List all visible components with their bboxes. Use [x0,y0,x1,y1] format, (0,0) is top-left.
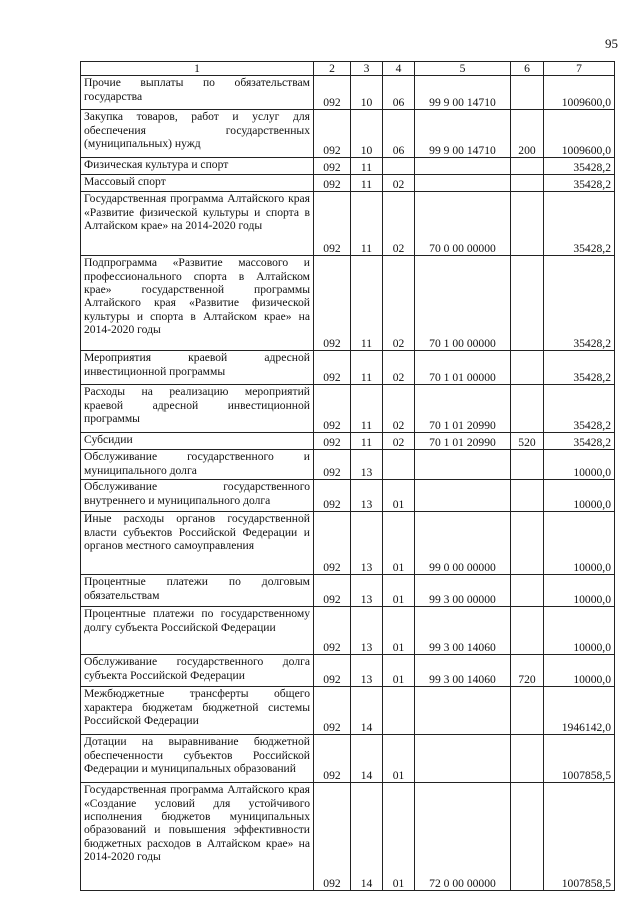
table-row [81,735,615,783]
section-code-cell: 13 [351,480,383,512]
expense-type-cell [511,76,544,110]
subsection-code-cell: 01 [383,512,415,575]
admin-code-cell: 092 [314,76,351,110]
target-article-cell [415,158,511,175]
subsection-code-cell: 02 [383,256,415,351]
expense-type-cell [511,735,544,783]
subsection-code-cell: 01 [383,607,415,655]
subsection-code-cell: 01 [383,575,415,607]
amount-cell: 35428,2 [544,175,615,192]
table-row [81,351,615,385]
expense-type-cell [511,192,544,256]
amount-cell: 10000,0 [544,655,615,687]
expense-type-cell: 720 [511,655,544,687]
row-name-cell: Процентные платежи по долговым обязательствам [81,575,314,607]
section-code-cell: 11 [351,351,383,385]
section-code-cell: 11 [351,385,383,433]
amount-cell: 1007858,5 [544,735,615,783]
section-code-cell: 13 [351,607,383,655]
amount-cell: 10000,0 [544,512,615,575]
table-row [81,110,615,158]
section-code-cell: 10 [351,110,383,158]
expense-type-cell [511,351,544,385]
subsection-code-cell: 01 [383,480,415,512]
subsection-code-cell: 02 [383,351,415,385]
section-code-cell: 13 [351,450,383,480]
section-code-cell: 11 [351,192,383,256]
table-row [81,158,615,175]
target-article-cell: 99 3 00 14060 [415,655,511,687]
table-row [81,192,615,256]
section-code-cell: 14 [351,783,383,891]
admin-code-cell: 092 [314,385,351,433]
section-code-cell: 10 [351,76,383,110]
amount-cell: 35428,2 [544,351,615,385]
amount-cell: 10000,0 [544,575,615,607]
row-name-cell: Межбюджетные трансферты общего характера бюджетам бюджетной системы Российской Федерации [81,687,314,735]
section-code-cell: 11 [351,175,383,192]
section-code-cell: 13 [351,655,383,687]
target-article-cell: 70 1 00 00000 [415,256,511,351]
table-row [81,76,615,110]
section-code-cell: 11 [351,158,383,175]
target-article-cell: 99 3 00 14060 [415,607,511,655]
admin-code-cell: 092 [314,480,351,512]
header-cell: 6 [511,62,544,76]
table-row [81,385,615,433]
subsection-code-cell: 02 [383,433,415,450]
target-article-cell: 70 1 01 00000 [415,351,511,385]
admin-code-cell: 092 [314,256,351,351]
row-name-cell: Дотации на выравнивание бюджетной обеспеченности субъектов Российской Федерации и муниципальных образований [81,735,314,783]
subsection-code-cell: 02 [383,385,415,433]
section-code-cell: 14 [351,687,383,735]
target-article-cell: 99 3 00 00000 [415,575,511,607]
target-article-cell [415,480,511,512]
amount-cell: 10000,0 [544,450,615,480]
amount-cell: 35428,2 [544,256,615,351]
row-name-cell: Государственная программа Алтайского края «Создание условий для устойчивого исполнения бюджетов муниципальных образований и повышения эффективности бюджетных расходов в Алтайском крае» на 2014-2020 годы [81,783,314,891]
section-code-cell: 11 [351,256,383,351]
admin-code-cell: 092 [314,433,351,450]
row-name-cell: Мероприятия краевой адресной инвестиционной программы [81,351,314,385]
amount-cell: 1009600,0 [544,76,615,110]
expense-type-cell [511,607,544,655]
row-name-cell: Массовый спорт [81,175,314,192]
admin-code-cell: 092 [314,110,351,158]
target-article-cell: 70 1 01 20990 [415,433,511,450]
expense-type-cell [511,783,544,891]
subsection-code-cell: 01 [383,655,415,687]
subsection-code-cell: 01 [383,783,415,891]
amount-cell: 10000,0 [544,607,615,655]
subsection-code-cell: 01 [383,735,415,783]
expense-type-cell [511,575,544,607]
row-name-cell: Физическая культура и спорт [81,158,314,175]
row-name-cell: Иные расходы органов государственной власти субъектов Российской Федерации и органов местного самоуправления [81,512,314,575]
expense-type-cell [511,512,544,575]
amount-cell: 10000,0 [544,480,615,512]
subsection-code-cell: 06 [383,76,415,110]
table-row [81,655,615,687]
target-article-cell [415,450,511,480]
row-name-cell: Субсидии [81,433,314,450]
table-row [81,783,615,891]
table-row [81,175,615,192]
expense-type-cell [511,175,544,192]
amount-cell: 35428,2 [544,158,615,175]
subsection-code-cell: 02 [383,192,415,256]
expense-type-cell [511,687,544,735]
admin-code-cell: 092 [314,607,351,655]
expense-type-cell [511,450,544,480]
amount-cell: 35428,2 [544,385,615,433]
admin-code-cell: 092 [314,512,351,575]
table-header-row [81,62,615,76]
section-code-cell: 14 [351,735,383,783]
header-cell: 2 [314,62,351,76]
table-row [81,575,615,607]
target-article-cell: 99 9 00 14710 [415,76,511,110]
subsection-code-cell [383,687,415,735]
section-code-cell: 13 [351,575,383,607]
admin-code-cell: 092 [314,735,351,783]
row-name-cell: Закупка товаров, работ и услуг для обеспечения государственных (муниципальных) нужд [81,110,314,158]
admin-code-cell: 092 [314,192,351,256]
amount-cell: 35428,2 [544,433,615,450]
target-article-cell: 99 9 00 14710 [415,110,511,158]
header-cell: 4 [383,62,415,76]
row-name-cell: Процентные платежи по государственному долгу субъекта Российской Федерации [81,607,314,655]
admin-code-cell: 092 [314,351,351,385]
row-name-cell: Государственная программа Алтайского края «Развитие физической культуры и спорта в Алтайском крае» на 2014-2020 годы [81,192,314,256]
target-article-cell: 72 0 00 00000 [415,783,511,891]
admin-code-cell: 092 [314,655,351,687]
page-number: 95 [605,36,618,51]
expense-type-cell [511,480,544,512]
row-name-cell: Расходы на реализацию мероприятий краевой адресной инвестиционной программы [81,385,314,433]
expense-type-cell [511,158,544,175]
target-article-cell [415,735,511,783]
amount-cell: 1009600,0 [544,110,615,158]
target-article-cell: 70 0 00 00000 [415,192,511,256]
target-article-cell [415,687,511,735]
table-row [81,687,615,735]
subsection-code-cell [383,158,415,175]
target-article-cell [415,175,511,192]
section-code-cell: 13 [351,512,383,575]
admin-code-cell: 092 [314,158,351,175]
row-name-cell: Подпрограмма «Развитие массового и профессионального спорта в Алтайском крае» государственной программы Алтайского края «Развитие физической культуры и спорта в Алтайском крае» на 2014-2020 годы [81,256,314,351]
header-cell: 5 [415,62,511,76]
admin-code-cell: 092 [314,575,351,607]
amount-cell: 1946142,0 [544,687,615,735]
table-row [81,433,615,450]
row-name-cell: Обслуживание государственного и муниципального долга [81,450,314,480]
row-name-cell: Обслуживание государственного долга субъекта Российской Федерации [81,655,314,687]
header-cell: 1 [81,62,314,76]
table-row [81,450,615,480]
admin-code-cell: 092 [314,687,351,735]
header-cell: 7 [544,62,615,76]
section-code-cell: 11 [351,433,383,450]
header-cell: 3 [351,62,383,76]
subsection-code-cell: 06 [383,110,415,158]
table-row [81,512,615,575]
row-name-cell: Обслуживание государственного внутреннего и муниципального долга [81,480,314,512]
row-name-cell: Прочие выплаты по обязательствам государства [81,76,314,110]
expense-type-cell: 520 [511,433,544,450]
admin-code-cell: 092 [314,450,351,480]
admin-code-cell: 092 [314,783,351,891]
subsection-code-cell: 02 [383,175,415,192]
budget-table [80,61,615,891]
target-article-cell: 70 1 01 20990 [415,385,511,433]
table-row [81,256,615,351]
subsection-code-cell [383,450,415,480]
expense-type-cell [511,385,544,433]
table-row [81,607,615,655]
admin-code-cell: 092 [314,175,351,192]
amount-cell: 1007858,5 [544,783,615,891]
amount-cell: 35428,2 [544,192,615,256]
expense-type-cell [511,256,544,351]
table-row [81,480,615,512]
target-article-cell: 99 0 00 00000 [415,512,511,575]
expense-type-cell: 200 [511,110,544,158]
